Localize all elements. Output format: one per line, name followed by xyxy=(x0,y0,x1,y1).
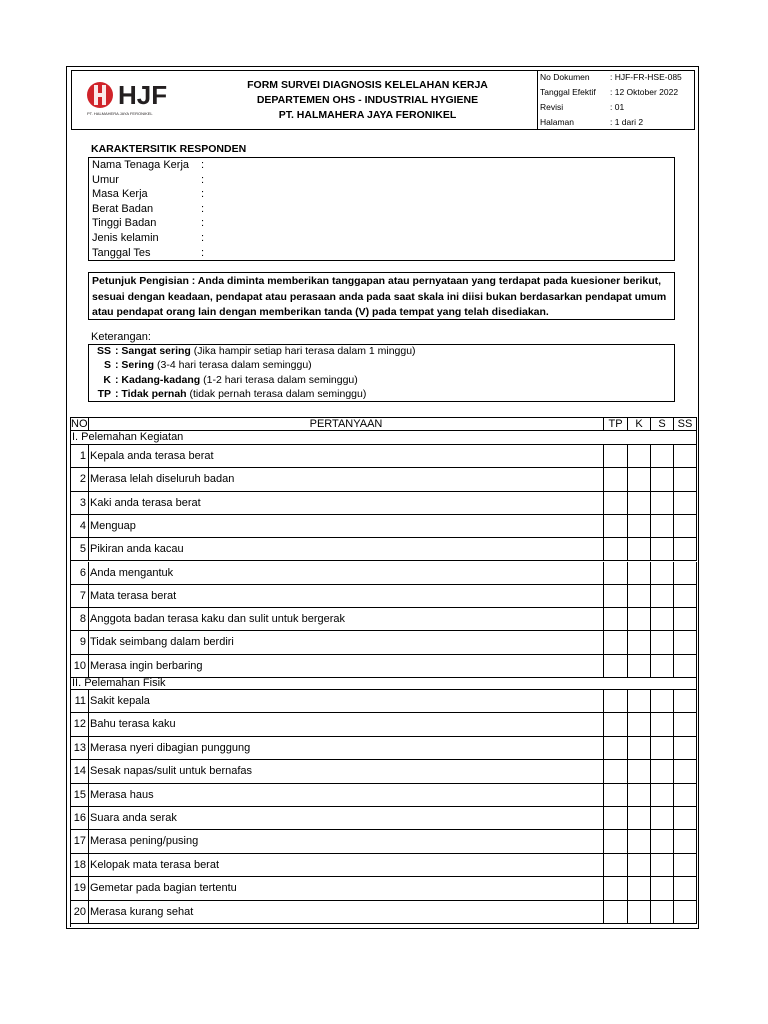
answer-cell-ss[interactable] xyxy=(674,830,697,853)
question-text: Merasa haus xyxy=(89,784,604,807)
answer-cell-ss[interactable] xyxy=(674,468,697,491)
answer-cell-ss[interactable] xyxy=(674,655,697,678)
question-text: Merasa pening/pusing xyxy=(89,830,604,853)
table-header-s: S xyxy=(651,417,674,431)
question-number: 19 xyxy=(70,877,89,900)
answer-cell-ss[interactable] xyxy=(674,807,697,830)
question-number: 7 xyxy=(70,585,89,608)
table-row xyxy=(70,515,697,538)
answer-cell-tp[interactable] xyxy=(604,807,628,830)
legend-desc: (tidak pernah terasa dalam seminggu) xyxy=(186,387,367,400)
instructions-box: Petunjuk Pengisian : Anda diminta memberikan tanggapan atau pernyataan yang terdapat pada kuesioner berikut, sesuai dengan keadaan, pendapat atau perasaan anda pada saat skala ini diisi bukan berdasarkan pendapat umum atau pendapat orang lain dengan memberikan tanda (V) pada tempat yang telah disediakan. xyxy=(88,272,675,320)
table-row xyxy=(70,830,697,853)
table-row xyxy=(70,713,697,736)
question-number: 6 xyxy=(70,562,89,585)
answer-cell-ss[interactable] xyxy=(674,901,697,924)
table-row xyxy=(70,631,697,654)
company-logo xyxy=(85,77,195,117)
answer-cell-s[interactable] xyxy=(651,492,674,515)
respondent-field-label: Tinggi Badan xyxy=(92,217,157,230)
table-row xyxy=(70,562,697,585)
respondent-field-colon: : xyxy=(201,188,205,201)
answer-cell-s[interactable] xyxy=(651,830,674,853)
answer-cell-ss[interactable] xyxy=(674,492,697,515)
respondent-field-colon: : xyxy=(201,217,205,230)
answer-cell-s[interactable] xyxy=(651,877,674,900)
question-number: 18 xyxy=(70,854,89,877)
answer-cell-ss[interactable] xyxy=(674,760,697,783)
table-row xyxy=(70,807,697,830)
answer-cell-tp[interactable] xyxy=(604,690,628,713)
answer-cell-ss[interactable] xyxy=(674,562,697,585)
answer-cell-s[interactable] xyxy=(651,807,674,830)
legend-box xyxy=(88,344,675,402)
document-title: FORM SURVEI DIAGNOSIS KELELAHAN KERJA DEPARTEMEN OHS - INDUSTRIAL HYGIENE PT. HALMAHERA JAYA FERONIKEL xyxy=(247,79,488,121)
question-number: 13 xyxy=(70,737,89,760)
table-row xyxy=(70,585,697,608)
respondent-field-label: Masa Kerja xyxy=(92,188,148,201)
answer-cell-k[interactable] xyxy=(628,877,651,900)
question-text: Gemetar pada bagian tertentu xyxy=(89,877,604,900)
answer-cell-s[interactable] xyxy=(651,608,674,631)
question-text: Merasa lelah diseluruh badan xyxy=(89,468,604,491)
respondent-field-label: Nama Tenaga Kerja xyxy=(92,159,190,171)
answer-cell-tp[interactable] xyxy=(604,784,628,807)
table-header-no: NO xyxy=(71,418,88,430)
answer-cell-k[interactable] xyxy=(628,830,651,853)
question-number: 5 xyxy=(70,538,89,561)
legend-title: Keterangan: xyxy=(91,331,151,343)
answer-cell-ss[interactable] xyxy=(674,631,697,654)
question-number: 8 xyxy=(70,608,89,631)
answer-cell-k[interactable] xyxy=(628,562,651,585)
table-row xyxy=(70,538,697,561)
answer-cell-s[interactable] xyxy=(651,784,674,807)
answer-cell-s[interactable] xyxy=(651,655,674,678)
answer-cell-ss[interactable] xyxy=(674,445,697,468)
question-number: 2 xyxy=(70,468,89,491)
answer-cell-tp[interactable] xyxy=(604,515,628,538)
answer-cell-s[interactable] xyxy=(651,538,674,561)
respondent-field-colon: : xyxy=(201,202,205,215)
table-row xyxy=(70,901,697,924)
answer-cell-tp[interactable] xyxy=(604,877,628,900)
table-row xyxy=(70,737,697,760)
answer-cell-k[interactable] xyxy=(628,713,651,736)
legend-desc: (3-4 hari terasa dalam seminggu) xyxy=(154,359,312,372)
answer-cell-k[interactable] xyxy=(628,901,651,924)
answer-cell-ss[interactable] xyxy=(674,690,697,713)
answer-cell-k[interactable] xyxy=(628,854,651,877)
question-text: Kelopak mata terasa berat xyxy=(89,854,604,877)
table-header-question: PERTANYAAN xyxy=(89,417,604,431)
answer-cell-k[interactable] xyxy=(628,538,651,561)
question-number: 4 xyxy=(70,515,89,538)
answer-cell-ss[interactable] xyxy=(674,713,697,736)
answer-cell-ss[interactable] xyxy=(674,877,697,900)
question-number: 12 xyxy=(70,713,89,736)
legend-text xyxy=(115,345,416,357)
answer-cell-k[interactable] xyxy=(628,807,651,830)
respondent-field-colon: : xyxy=(201,232,205,244)
answer-cell-tp[interactable] xyxy=(604,631,628,654)
question-number: 11 xyxy=(70,690,89,713)
respondent-field-label: Tanggal Tes xyxy=(92,246,151,259)
logo-subtext: PT. HALMAHERA JAYA FERONIKEL xyxy=(87,111,153,116)
answer-cell-tp[interactable] xyxy=(604,854,628,877)
question-text: Bahu terasa kaku xyxy=(89,713,604,736)
table-row xyxy=(70,854,697,877)
answer-cell-ss[interactable] xyxy=(674,515,697,538)
question-number: 1 xyxy=(70,445,89,468)
table-row xyxy=(70,877,697,900)
question-text: Merasa kurang sehat xyxy=(89,901,604,924)
answer-cell-tp[interactable] xyxy=(604,760,628,783)
question-text: Anggota badan terasa kaku dan sulit untuk bergerak xyxy=(89,608,604,631)
answer-cell-s[interactable] xyxy=(651,854,674,877)
answer-cell-s[interactable] xyxy=(651,737,674,760)
answer-cell-k[interactable] xyxy=(628,585,651,608)
table-row xyxy=(70,468,697,491)
legend-code: TP xyxy=(97,387,111,400)
legend-code: K xyxy=(103,373,111,386)
question-text: Kaki anda terasa berat xyxy=(89,492,604,515)
answer-cell-tp[interactable] xyxy=(604,538,628,561)
table-row xyxy=(70,760,697,783)
legend-label: : Tidak pernah xyxy=(115,387,187,400)
answer-cell-s[interactable] xyxy=(651,562,674,585)
table-row xyxy=(70,608,697,631)
legend-label: : Kadang-kadang xyxy=(115,373,201,386)
question-number: 3 xyxy=(70,492,89,515)
respondent-field-label: Berat Badan xyxy=(92,202,154,215)
answer-cell-s[interactable] xyxy=(651,901,674,924)
answer-cell-tp[interactable] xyxy=(604,492,628,515)
question-text: Mata terasa berat xyxy=(89,585,604,608)
table-section-heading: II. Pelemahan Fisik xyxy=(70,678,697,690)
question-text: Anda mengantuk xyxy=(89,562,604,585)
legend-text xyxy=(115,388,366,400)
answer-cell-tp[interactable] xyxy=(604,901,628,924)
answer-cell-s[interactable] xyxy=(651,713,674,736)
legend-code: SS xyxy=(96,345,111,357)
answer-cell-k[interactable] xyxy=(628,515,651,538)
answer-cell-k[interactable] xyxy=(628,468,651,491)
answer-cell-k[interactable] xyxy=(628,492,651,515)
question-number: 20 xyxy=(70,901,89,924)
question-text: Merasa nyeri dibagian punggung xyxy=(89,737,604,760)
answer-cell-tp[interactable] xyxy=(604,445,628,468)
answer-cell-s[interactable] xyxy=(651,631,674,654)
legend-label: : Sangat sering xyxy=(115,345,191,357)
respondent-field-colon: : xyxy=(201,173,205,186)
answer-cell-tp[interactable] xyxy=(604,737,628,760)
answer-cell-ss[interactable] xyxy=(674,737,697,760)
question-number: 17 xyxy=(70,830,89,853)
answer-cell-tp[interactable] xyxy=(604,562,628,585)
table-row xyxy=(70,445,697,468)
answer-cell-k[interactable] xyxy=(628,690,651,713)
question-text: Suara anda serak xyxy=(89,807,604,830)
document-meta: No Dokumen : HJF-FR-HSE-085 Tanggal Efektif : 12 Oktober 2022 Revisi : 01 Halaman : 1 dari 2 xyxy=(537,70,695,130)
answer-cell-k[interactable] xyxy=(628,608,651,631)
question-number: 15 xyxy=(70,784,89,807)
answer-cell-ss[interactable] xyxy=(674,538,697,561)
logo-text: HJF xyxy=(118,80,168,110)
answer-cell-ss[interactable] xyxy=(674,608,697,631)
question-text: Menguap xyxy=(89,515,604,538)
question-number: 9 xyxy=(70,631,89,654)
respondent-title: KARAKTERSITIK RESPONDEN xyxy=(91,143,247,155)
legend-desc: (1-2 hari terasa dalam seminggu) xyxy=(200,373,358,386)
answer-cell-s[interactable] xyxy=(651,468,674,491)
question-number: 14 xyxy=(70,760,89,783)
table-header-ss: SS xyxy=(674,417,697,431)
table-header-tp: TP xyxy=(604,417,628,431)
answer-cell-s[interactable] xyxy=(651,760,674,783)
respondent-field-colon: : xyxy=(201,246,205,259)
legend-label: : Sering xyxy=(115,359,155,372)
legend-desc: (Jika hampir setiap hari terasa dalam 1 minggu) xyxy=(190,345,416,357)
legend-text xyxy=(115,359,312,371)
answer-cell-s[interactable] xyxy=(651,585,674,608)
answer-cell-tp[interactable] xyxy=(604,585,628,608)
answer-cell-k[interactable] xyxy=(628,655,651,678)
answer-cell-s[interactable] xyxy=(651,515,674,538)
question-number: 10 xyxy=(70,655,89,678)
respondent-field-label: Jenis kelamin xyxy=(92,232,159,244)
respondent-box xyxy=(88,157,675,261)
legend-code: S xyxy=(103,359,111,372)
answer-cell-k[interactable] xyxy=(628,760,651,783)
question-text: Tidak seimbang dalam berdiri xyxy=(89,631,604,654)
answer-cell-k[interactable] xyxy=(628,784,651,807)
respondent-field-label: Umur xyxy=(92,173,119,186)
question-text: Pikiran anda kacau xyxy=(89,538,604,561)
answer-cell-s[interactable] xyxy=(651,445,674,468)
question-text: Sakit kepala xyxy=(89,690,604,713)
legend-text xyxy=(115,374,358,386)
table-row xyxy=(70,690,697,713)
answer-cell-k[interactable] xyxy=(628,737,651,760)
question-text: Merasa ingin berbaring xyxy=(89,655,604,678)
table-row xyxy=(70,492,697,515)
answer-cell-tp[interactable] xyxy=(604,830,628,853)
table-row xyxy=(70,655,697,678)
question-text: Sesak napas/sulit untuk bernafas xyxy=(89,760,604,783)
answer-cell-ss[interactable] xyxy=(674,784,697,807)
answer-cell-tp[interactable] xyxy=(604,468,628,491)
table-header-k: K xyxy=(628,417,651,431)
table-section-heading: I. Pelemahan Kegiatan xyxy=(70,431,697,445)
question-text: Kepala anda terasa berat xyxy=(89,445,604,468)
answer-cell-s[interactable] xyxy=(651,690,674,713)
answer-cell-k[interactable] xyxy=(628,631,651,654)
answer-cell-ss[interactable] xyxy=(674,854,697,877)
question-number: 16 xyxy=(70,807,89,830)
table-row xyxy=(70,784,697,807)
answer-cell-ss[interactable] xyxy=(674,585,697,608)
answer-cell-tp[interactable] xyxy=(604,608,628,631)
answer-cell-k[interactable] xyxy=(628,445,651,468)
answer-cell-tp[interactable] xyxy=(604,713,628,736)
answer-cell-tp[interactable] xyxy=(604,655,628,678)
respondent-field-colon: : xyxy=(201,159,205,171)
